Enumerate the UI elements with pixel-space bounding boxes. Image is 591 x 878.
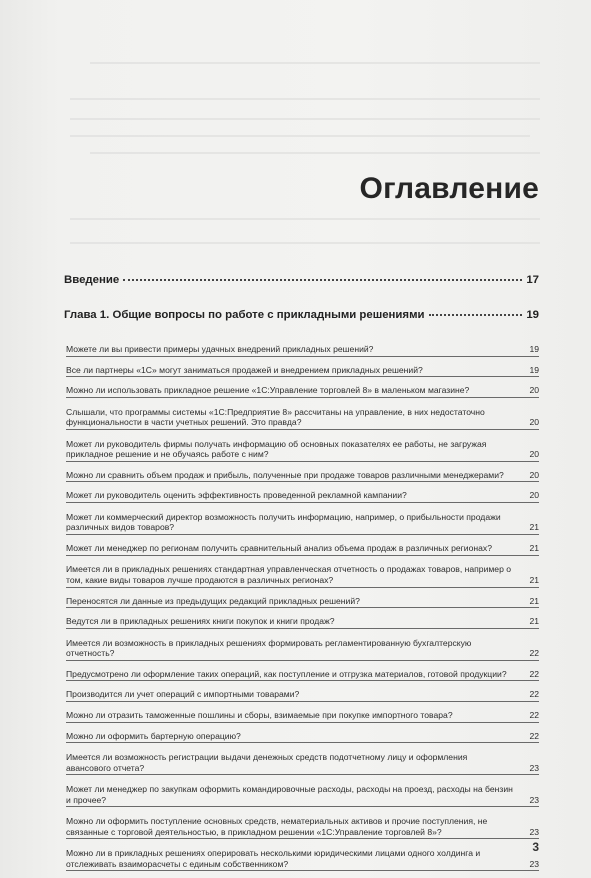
question-page: 19 xyxy=(529,364,539,375)
toc-question-list xyxy=(66,336,539,871)
toc-question-entry[interactable] xyxy=(66,588,539,609)
toc-question-entry[interactable] xyxy=(66,535,539,556)
toc-question-entry[interactable] xyxy=(66,807,539,839)
question-page: 22 xyxy=(529,668,539,679)
question-page: 23 xyxy=(529,858,539,869)
question-page: 23 xyxy=(529,794,539,805)
question-text: Можно ли оформить поступление основных средств, нематериальных активов и прочие поступления, не связанные с торговой деятельностью, в прикладном решении «1С:Управление торговлей 8»? xyxy=(66,815,488,837)
question-text: Может ли руководитель фирмы получать информацию об основных показателях ее работы, не загружая прикладное решение и не обучаясь работе с ним? xyxy=(66,438,487,460)
question-page: 22 xyxy=(529,730,539,741)
question-text: Предусмотрено ли оформление таких операций, как поступление и отгрузка материалов, готовой продукции? xyxy=(66,668,507,679)
question-text: Может ли руководитель оценить эффективность проведенной рекламной кампании? xyxy=(66,490,407,501)
question-text: Может ли менеджер по регионам получить сравнительный анализ объема продаж в различных регионах? xyxy=(66,542,492,553)
bleed-through-line xyxy=(70,242,540,244)
question-text: Имеется ли возможность в прикладных решениях формировать регламентированную бухгалтерскую отчетность? xyxy=(66,637,472,659)
bleed-through-line xyxy=(70,98,540,100)
question-page: 19 xyxy=(529,344,539,354)
question-page: 21 xyxy=(529,616,539,627)
toc-question-entry[interactable] xyxy=(66,398,539,430)
question-page: 20 xyxy=(529,417,539,428)
question-text: Может ли менеджер по закупкам оформить командировочные расходы, расходы на проезд, расходы на бензин и прочее? xyxy=(66,783,513,805)
question-page: 21 xyxy=(529,595,539,606)
toc-question-entry[interactable] xyxy=(66,503,539,535)
toc-chapter-label: Глава 1. Общие вопросы по работе с прикладными решениями xyxy=(64,309,425,321)
question-text: Можно ли отразить таможенные пошлины и сборы, взимаемые при покупке импортного товара? xyxy=(66,709,453,720)
question-text: Можно ли в прикладных решениях оперировать несколькими юридическими лицами одного холдинга и отслеживать взаиморасчеты с единым собственником? xyxy=(66,847,481,869)
leader-dots xyxy=(123,279,522,281)
question-page: 20 xyxy=(529,385,539,396)
question-text: Все ли партнеры «1С» могут заниматься продажей и внедрением прикладных решений? xyxy=(66,364,423,375)
toc-question-entry[interactable] xyxy=(66,608,539,629)
toc-question-entry[interactable] xyxy=(66,661,539,682)
toc-intro-entry[interactable] xyxy=(64,274,539,286)
question-text: Можно ли оформить бартерную операцию? xyxy=(66,730,241,741)
toc-question-entry[interactable] xyxy=(66,377,539,398)
page-title: Оглавление xyxy=(359,172,539,205)
question-text: Имеется ли возможность регистрации выдачи денежных средств подотчетному лицу и оформления авансового отчета? xyxy=(66,751,468,773)
toc-question-entry[interactable] xyxy=(66,482,539,503)
toc-question-entry[interactable] xyxy=(66,723,539,744)
question-text: Может ли коммерческий директор возможность получить информацию, например, о прибыльности продажи различных видов товаров? xyxy=(66,511,501,533)
question-page: 21 xyxy=(529,542,539,553)
question-text: Переносятся ли данные из предыдущих редакций прикладных решений? xyxy=(66,595,360,606)
question-page: 22 xyxy=(529,709,539,720)
toc-question-entry[interactable] xyxy=(66,743,539,775)
toc-question-entry[interactable] xyxy=(66,357,539,378)
toc-intro-page: 17 xyxy=(526,274,539,286)
question-text: Слышали, что программы системы «1С:Предприятие 8» рассчитаны на управление, в них недостаточно функциональности в части учетных решений. Это правда? xyxy=(66,406,485,428)
question-page: 23 xyxy=(529,826,539,837)
bleed-through-line xyxy=(90,62,540,64)
question-text: Производится ли учет операций с импортными товарами? xyxy=(66,689,300,700)
question-page: 22 xyxy=(529,689,539,700)
question-text: Имеется ли в прикладных решениях стандартная управленческая отчетность о продажах товаров, например о том, какие виды товаров лучше продаются в различных регионах? xyxy=(66,564,512,585)
question-page: 21 xyxy=(529,574,539,585)
bleed-through-line xyxy=(70,118,540,120)
leader-dots xyxy=(429,314,523,316)
toc-question-entry[interactable] xyxy=(66,775,539,807)
toc-question-entry[interactable] xyxy=(66,462,539,483)
page-number: 3 xyxy=(532,840,539,854)
question-page: 20 xyxy=(529,469,539,480)
toc-intro-label: Введение xyxy=(64,274,120,286)
question-text: Можете ли вы привести примеры удачных внедрений прикладных решений? xyxy=(66,344,374,354)
toc-chapter-entry[interactable] xyxy=(64,309,539,321)
question-text: Можно ли использовать прикладное решение «1С:Управление торговлей 8» в маленьком магазине? xyxy=(66,385,470,396)
toc-question-entry[interactable] xyxy=(66,430,539,462)
toc-question-entry[interactable] xyxy=(66,839,539,871)
toc-question-entry[interactable] xyxy=(66,702,539,723)
question-page: 23 xyxy=(529,762,539,773)
toc-question-entry[interactable] xyxy=(66,336,539,357)
question-page: 21 xyxy=(529,522,539,533)
toc-question-entry[interactable] xyxy=(66,629,539,661)
question-text: Можно ли сравнить объем продаж и прибыль, полученные при продаже товаров различными менеджерами? xyxy=(66,469,504,480)
question-page: 20 xyxy=(529,449,539,460)
bleed-through-line xyxy=(70,218,540,220)
question-page: 20 xyxy=(529,490,539,501)
bleed-through-line xyxy=(90,152,540,154)
toc-question-entry[interactable] xyxy=(66,556,539,588)
toc-chapter-page: 19 xyxy=(526,309,539,321)
question-text: Ведутся ли в прикладных решениях книги покупок и книги продаж? xyxy=(66,616,335,627)
bleed-through-line xyxy=(70,135,530,137)
toc-question-entry[interactable] xyxy=(66,681,539,702)
question-page: 22 xyxy=(529,648,539,659)
